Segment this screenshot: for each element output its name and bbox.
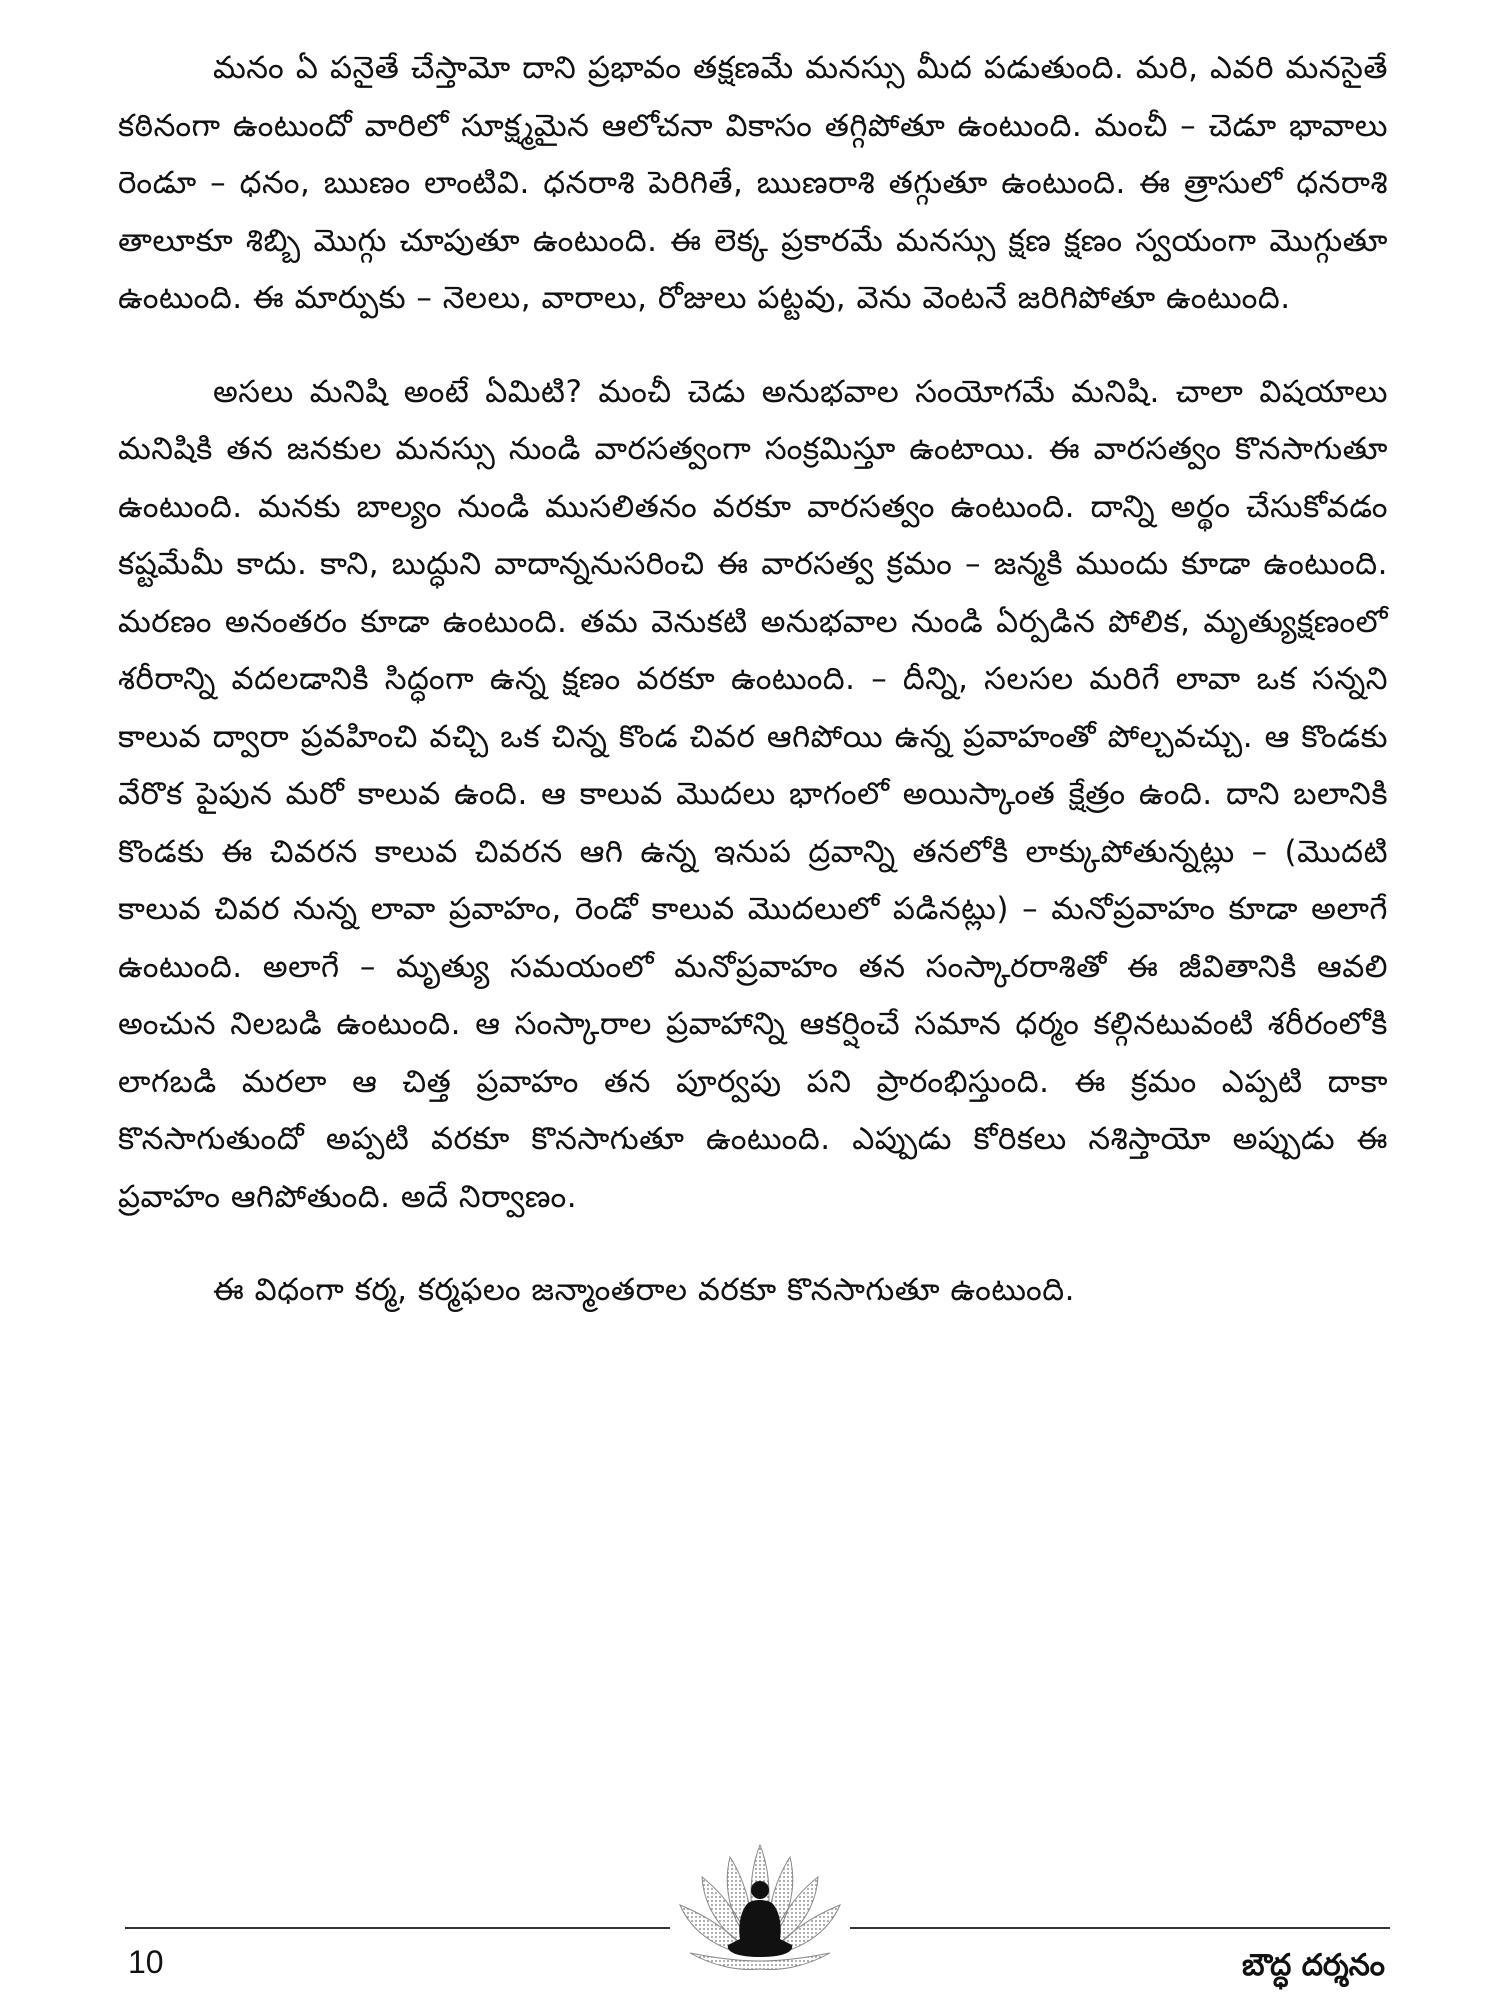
book-title: బౌద్ధ దర్శనం xyxy=(1242,1948,1385,1983)
footer-divider-right xyxy=(850,1927,1390,1929)
paragraph-1: మనం ఏ పనైతే చేస్తామో దాని ప్రభావం తక్షణమే మనస్సు మీద పడుతుంది. మరి, ఎవరి మనసైతే కఠినంగా ఉంటుందో వారిలో సూక్ష్మమైన ఆలోచనా వికాసం తగ్గిపోతూ ఉంటుంది. మంచీ – చెడూ భావాలు రెండూ – ధనం, ఋణం లాంటివి. ధనరాశి పెరిగితే, ఋణరాశి తగ్గుతూ ఉంటుంది. ఈ త్రాసులో ధనరాశి తాలూకూ శిబ్బి మొగ్గు చూపుతూ ఉంటుంది. ఈ లెక్క ప్రకారమే మనస్సు క్షణ క్షణం స్వయంగా మొగ్గుతూ ఉంటుంది. ఈ మార్పుకు – నెలలు, వారాలు, రోజులు పట్టవు, వెను వెంటనే జరిగిపోతూ ఉంటుంది. xyxy=(118,50,1388,316)
paragraph-2: అసలు మనిషి అంటే ఏమిటి? మంచీ చెడు అనుభవాల సంయోగమే మనిషి. చాలా విషయాలు మనిషికి తన జనకుల మనస్సు నుండి వారసత్వంగా సంక్రమిస్తూ ఉంటాయి. ఈ వారసత్వం కొనసాగుతూ ఉంటుంది. మనకు బాల్యం నుండి ముసలితనం వరకూ వారసత్వం ఉంటుంది. దాన్ని అర్థం చేసుకోవడం కష్టమేమీ కాదు. కాని, బుద్ధుని వాదాన్ననుసరించి ఈ వారసత్వ క్రమం – జన్మకి ముందు కూడా ఉంటుంది. మరణం అనంతరం కూడా ఉంటుంది. తమ వెనుకటి అనుభవాల నుండి ఏర్పడిన పోలిక, మృత్యుక్షణంలో శరీరాన్ని వదలడానికి సిద్ధంగా ఉన్న క్షణం వరకూ ఉంటుంది. – దీన్ని, సలసల మరిగే లావా ఒక సన్నని కాలువ ద్వారా ప్రవహించి వచ్చి ఒక చిన్న కొండ చివర ఆగిపోయి ఉన్న ప్రవాహంతో పోల్చవచ్చు. ఆ కొండకు వేరొక పైపున మరో కాలువ ఉంది. ఆ కాలువ మొదలు భాగంలో అయిస్కాంత క్షేత్రం ఉంది. దాని బలానికి కొండకు ఈ చివరన కాలువ చివరన ఆగి ఉన్న ఇనుప ద్రవాన్ని తనలోకి లాక్కుపోతున్నట్లు – (మొదటి కాలువ చివర నున్న లావా ప్రవాహం, రెండో కాలువ మొదలులో పడినట్లు) – మనోప్రవాహం కూడా అలాగే ఉంటుంది. అలాగే – మృత్యు సమయంలో మనోప్రవాహం తన సంస్కారరాశితో ఈ జీవితానికి ఆవలి అంచున నిలబడి ఉంటుంది. ఆ సంస్కారాల ప్రవాహాన్ని ఆకర్షించే సమాన ధర్మం కల్గినటువంటి శరీరంలోకి లాగబడి మరలా ఆ చిత్త ప్రవాహం తన పూర్వపు పని ప్రారంభిస్తుంది. ఈ క్రమం ఎప్పటి దాకా కొనసాగుతుందో అప్పటి వరకూ కొనసాగుతూ ఉంటుంది. ఎప్పుడు కోరికలు నశిస్తాయో అప్పుడు ఈ ప్రవాహం ఆగిపోతుంది. అదే నిర్వాణం. xyxy=(118,373,1388,1215)
buddha-lotus-icon xyxy=(670,1835,850,1985)
page-body xyxy=(118,40,1388,1320)
footer-divider-left xyxy=(125,1927,670,1929)
paragraph-3: ఈ విధంగా కర్మ, కర్మఫలం జన్మాంతరాల వరకూ కొనసాగుతూ ఉంటుంది. xyxy=(213,1272,1075,1308)
page-number: 10 xyxy=(128,1944,164,1980)
